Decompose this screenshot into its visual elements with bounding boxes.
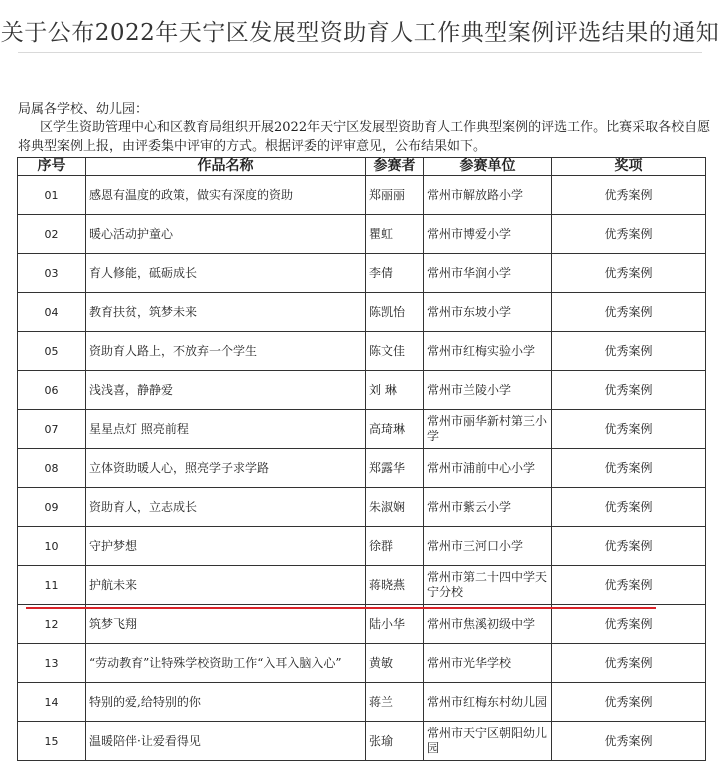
cell-award: 优秀案例	[552, 722, 706, 761]
cell-award: 优秀案例	[552, 215, 706, 254]
header-name: 作品名称	[86, 158, 366, 176]
cell-unit: 常州市华润小学	[424, 254, 552, 293]
cell-award: 优秀案例	[552, 332, 706, 371]
cell-author: 徐群	[366, 527, 424, 566]
cell-unit: 常州市浦前中心小学	[424, 449, 552, 488]
table-row	[18, 722, 706, 761]
cell-award: 优秀案例	[552, 410, 706, 449]
cell-name: 温暖陪伴·让爱看得见	[86, 722, 366, 761]
cell-name: 星星点灯 照亮前程	[86, 410, 366, 449]
table-row	[18, 410, 706, 449]
cell-author: 刘 琳	[366, 371, 424, 410]
cell-name: 护航未来	[86, 566, 366, 605]
results-table	[17, 157, 706, 761]
cell-unit: 常州市红梅东村幼儿园	[424, 683, 552, 722]
table-body	[18, 176, 706, 761]
highlight-underline	[26, 607, 656, 609]
cell-author: 蒋兰	[366, 683, 424, 722]
cell-name: 浅浅喜，静静爱	[86, 371, 366, 410]
table-row	[18, 215, 706, 254]
cell-no: 09	[18, 488, 86, 527]
header-award: 奖项	[552, 158, 706, 176]
cell-author: 郑露华	[366, 449, 424, 488]
cell-name: 感恩有温度的政策，做实有深度的资助	[86, 176, 366, 215]
page-title: 关于公布2022年天宁区发展型资助育人工作典型案例评选结果的通知	[0, 20, 720, 46]
cell-no: 15	[18, 722, 86, 761]
header-no: 序号	[18, 158, 86, 176]
cell-unit: 常州市天宁区朝阳幼儿园	[424, 722, 552, 761]
table-row	[18, 449, 706, 488]
cell-no: 11	[18, 566, 86, 605]
header-author: 参赛者	[366, 158, 424, 176]
cell-no: 04	[18, 293, 86, 332]
cell-no: 14	[18, 683, 86, 722]
table-row	[18, 566, 706, 605]
cell-award: 优秀案例	[552, 527, 706, 566]
cell-award: 优秀案例	[552, 566, 706, 605]
cell-no: 10	[18, 527, 86, 566]
cell-name: 资助育人，立志成长	[86, 488, 366, 527]
cell-no: 02	[18, 215, 86, 254]
table-row	[18, 683, 706, 722]
table-header-row	[18, 158, 706, 176]
cell-unit: 常州市红梅实验小学	[424, 332, 552, 371]
cell-award: 优秀案例	[552, 293, 706, 332]
table-row	[18, 605, 706, 644]
cell-no: 13	[18, 644, 86, 683]
title-divider	[18, 52, 702, 53]
cell-name: 暖心活动护童心	[86, 215, 366, 254]
cell-author: 张瑜	[366, 722, 424, 761]
cell-unit: 常州市兰陵小学	[424, 371, 552, 410]
cell-name: 育人修能，砥砺成长	[86, 254, 366, 293]
cell-award: 优秀案例	[552, 449, 706, 488]
cell-unit: 常州市三河口小学	[424, 527, 552, 566]
cell-author: 陈凯怡	[366, 293, 424, 332]
cell-author: 陈文佳	[366, 332, 424, 371]
cell-author: 李倩	[366, 254, 424, 293]
cell-no: 05	[18, 332, 86, 371]
cell-no: 08	[18, 449, 86, 488]
cell-no: 06	[18, 371, 86, 410]
table-row	[18, 176, 706, 215]
cell-no: 12	[18, 605, 86, 644]
cell-author: 陆小华	[366, 605, 424, 644]
cell-unit: 常州市光华学校	[424, 644, 552, 683]
table-row	[18, 254, 706, 293]
table-row	[18, 332, 706, 371]
cell-no: 03	[18, 254, 86, 293]
cell-unit: 常州市丽华新村第三小学	[424, 410, 552, 449]
table-row	[18, 293, 706, 332]
cell-unit: 常州市紫云小学	[424, 488, 552, 527]
cell-unit: 常州市焦溪初级中学	[424, 605, 552, 644]
intro-paragraph: 区学生资助管理中心和区教育局组织开展2022年天宁区发展型资助育人工作典型案例的评选工作。比赛采取各校自愿将典型案例上报，由评委集中评审的方式。根据评委的评审意见，公布结果如下。	[18, 120, 711, 154]
cell-name: 教育扶贫，筑梦未来	[86, 293, 366, 332]
cell-award: 优秀案例	[552, 683, 706, 722]
cell-name: 特别的爱,给特别的你	[86, 683, 366, 722]
cell-author: 蒋晓燕	[366, 566, 424, 605]
cell-author: 朱淑娴	[366, 488, 424, 527]
cell-unit: 常州市博爱小学	[424, 215, 552, 254]
cell-award: 优秀案例	[552, 605, 706, 644]
cell-unit: 常州市解放路小学	[424, 176, 552, 215]
cell-name: 守护梦想	[86, 527, 366, 566]
cell-name: 立体资助暖人心，照亮学子求学路	[86, 449, 366, 488]
cell-unit: 常州市东坡小学	[424, 293, 552, 332]
cell-author: 郑丽丽	[366, 176, 424, 215]
cell-author: 高琦琳	[366, 410, 424, 449]
cell-award: 优秀案例	[552, 488, 706, 527]
addressee: 局属各学校、幼儿园：	[18, 102, 149, 117]
cell-author: 黄敏	[366, 644, 424, 683]
cell-no: 01	[18, 176, 86, 215]
cell-award: 优秀案例	[552, 371, 706, 410]
cell-award: 优秀案例	[552, 176, 706, 215]
cell-author: 瞿虹	[366, 215, 424, 254]
table-row	[18, 488, 706, 527]
cell-unit: 常州市第二十四中学天宁分校	[424, 566, 552, 605]
header-unit: 参赛单位	[424, 158, 552, 176]
table-row	[18, 527, 706, 566]
cell-award: 优秀案例	[552, 644, 706, 683]
table-row	[18, 644, 706, 683]
table-row	[18, 371, 706, 410]
cell-award: 优秀案例	[552, 254, 706, 293]
cell-name: 资助育人路上，不放弃一个学生	[86, 332, 366, 371]
cell-no: 07	[18, 410, 86, 449]
cell-name: “劳动教育”让特殊学校资助工作“入耳入脑入心”	[86, 644, 366, 683]
cell-name: 筑梦飞翔	[86, 605, 366, 644]
